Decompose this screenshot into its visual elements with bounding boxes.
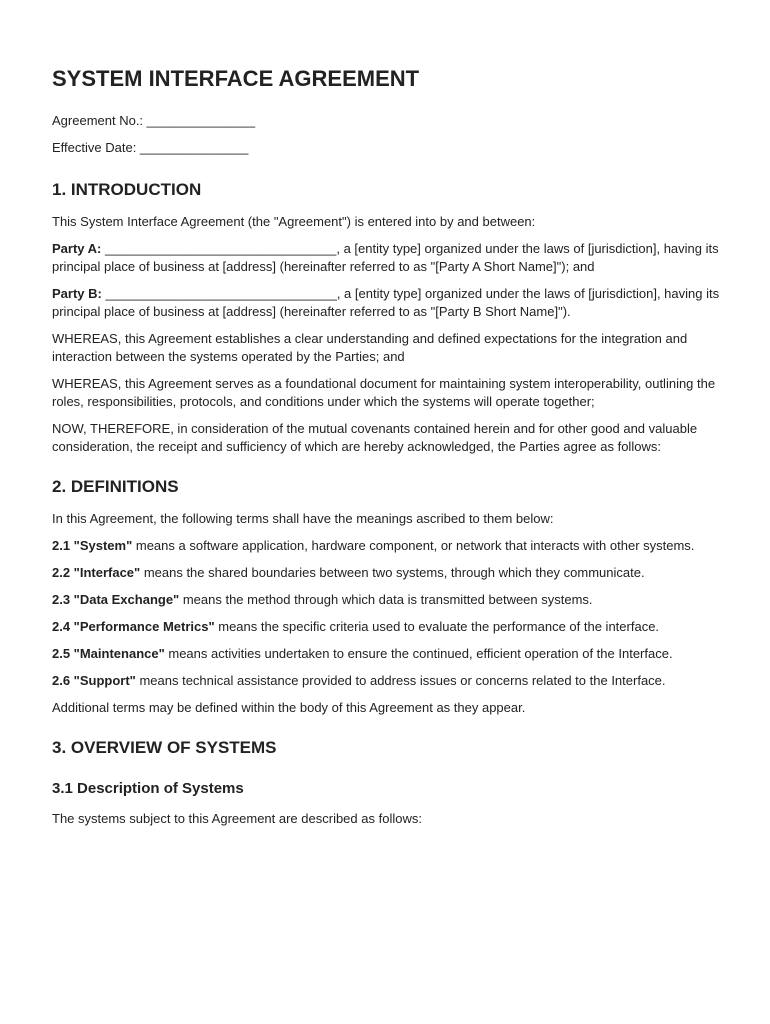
definition-term: 2.6 "Support" xyxy=(52,673,136,688)
intro-lead: This System Interface Agreement (the "Agreement") is entered into by and between: xyxy=(52,214,536,229)
definition-term: 2.1 "System" xyxy=(52,538,133,553)
definition-term: 2.3 "Data Exchange" xyxy=(52,592,180,607)
definition-text: means activities undertaken to ensure the continued, efficient operation of the Interface. xyxy=(164,646,673,661)
definition-text: means the method through which data is transmitted between systems. xyxy=(179,592,593,607)
party-a-text: ________________________________, a [entity type] organized under the laws of [jurisdiction], having its principal place of business at [address] (hereinafter referred to as "[Party A Short Name]"); and xyxy=(52,241,719,274)
definition-item xyxy=(52,618,722,636)
definition-term: 2.5 "Maintenance" xyxy=(52,646,165,661)
document-body xyxy=(52,66,722,837)
subsection-heading-description: 3.1 Description of Systems xyxy=(52,780,244,797)
definition-text: means technical assistance provided to address issues or concerns related to the Interface. xyxy=(135,673,666,688)
section-heading-definitions: 2. DEFINITIONS xyxy=(52,477,179,496)
definition-item xyxy=(52,645,722,663)
definition-item xyxy=(52,672,722,690)
party-b-label: Party B: xyxy=(52,286,102,301)
agreement-number: Agreement No.: _______________ xyxy=(52,113,256,128)
now-therefore-paragraph: NOW, THEREFORE, in consideration of the mutual covenants contained herein and for other good and valuable consideration, the receipt and sufficiency of which are hereby acknowledged, the Parties agree as follows: xyxy=(52,421,698,454)
section-heading-introduction: 1. INTRODUCTION xyxy=(52,180,202,199)
whereas-paragraph-2: WHEREAS, this Agreement serves as a foundational document for maintaining system interoperability, outlining the roles, responsibilities, protocols, and conditions under which the systems will operate together; xyxy=(52,376,716,409)
definitions-closing: Additional terms may be defined within the body of this Agreement as they appear. xyxy=(52,700,526,715)
document-title: SYSTEM INTERFACE AGREEMENT xyxy=(52,66,420,91)
definition-item xyxy=(52,591,722,609)
effective-date: Effective Date: _______________ xyxy=(52,140,249,155)
definition-term: 2.4 "Performance Metrics" xyxy=(52,619,215,634)
definition-text: means the shared boundaries between two systems, through which they communicate. xyxy=(140,565,645,580)
definition-term: 2.2 "Interface" xyxy=(52,565,141,580)
definition-text: means a software application, hardware component, or network that interacts with other systems. xyxy=(132,538,695,553)
party-a-paragraph xyxy=(52,240,722,276)
section-heading-overview: 3. OVERVIEW OF SYSTEMS xyxy=(52,738,277,757)
definition-item xyxy=(52,564,722,582)
definition-text: means the specific criteria used to evaluate the performance of the interface. xyxy=(214,619,660,634)
definition-item xyxy=(52,537,722,555)
party-b-text: ________________________________, a [entity type] organized under the laws of [jurisdiction], having its principal place of business at [address] (hereinafter referred to as "[Party B Short Name]"). xyxy=(52,286,720,319)
definitions-lead: In this Agreement, the following terms shall have the meanings ascribed to them below: xyxy=(52,511,554,526)
party-b-paragraph xyxy=(52,285,722,321)
overview-lead: The systems subject to this Agreement are described as follows: xyxy=(52,811,422,826)
whereas-paragraph-1: WHEREAS, this Agreement establishes a clear understanding and defined expectations for the integration and interaction between the systems operated by the Parties; and xyxy=(52,331,688,364)
party-a-label: Party A: xyxy=(52,241,102,256)
